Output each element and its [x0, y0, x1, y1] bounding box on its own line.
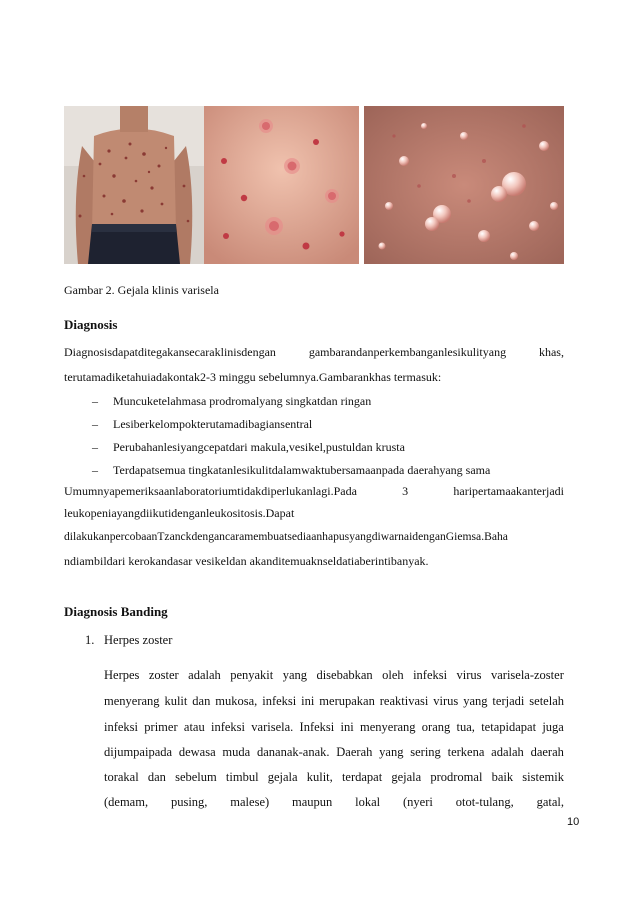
intro-line-1: Diagnosisdapatditegakansecaraklinisdengan gambarandanperkembanganlesikulityang khas,: [64, 345, 564, 359]
list-item: Terdapatsemua tingkatanlesikulitdalamwaktubersamaanpada daerahyang sama: [113, 463, 491, 477]
paragraph-line: dijumpaipada dewasa muda dananak-anak. Daerah yang sering terkena adalah daerah: [104, 745, 564, 759]
bullet-dash: –: [92, 394, 98, 408]
list-item-title: Herpes zoster: [104, 633, 173, 647]
list-item: Muncuketelahmasa prodromalyang singkatdan ringan: [113, 394, 372, 408]
intro-line-2: terutamadiketahuiadakontak2-3 minggu sebelumnya.Gambarankhas termasuk:: [64, 370, 442, 384]
list-item: Perubahanlesiyangcepatdari makula,vesikel,pustuldan krusta: [113, 440, 405, 454]
page-number: 10: [567, 816, 580, 828]
torso-photo: [64, 106, 204, 264]
paragraph-line: menyerang kulit dan mukosa, infeksi ini merupakan reaktivasi virus yang terjadi setelah: [104, 694, 564, 708]
list-item: Lesiberkelompokterutamadibagiansentral: [113, 417, 313, 431]
section-heading-diagnosis-banding: Diagnosis Banding: [64, 604, 168, 619]
para-line-4: ndiambildari kerokandasar vesikeldan akanditemuaknseldatiaberintibanyak.: [64, 554, 429, 568]
paragraph-line: Herpes zoster adalah penyakit yang disebabkan oleh infeksi virus varisela-zoster: [104, 668, 564, 682]
para-line-3: dilakukanpercobaanTzanckdengancaramembuatsediaanhapusyangdiwarnaidenganGiemsa.Baha: [64, 530, 508, 543]
bullet-dash: –: [92, 463, 98, 477]
bullet-dash: –: [92, 440, 98, 454]
vesicle-closeup-photo: [364, 106, 564, 264]
para-line-1: Umumnyapemeriksaanlaboratoriumtidakdiperlukanlagi.Pada 3 haripertamaakanterjadi: [64, 484, 564, 498]
paragraph-line: (demam, pusing, malese) maupun lokal (nyeri otot-tulang, gatal,: [104, 795, 564, 809]
skin-closeup-photo: [204, 106, 359, 264]
bullet-dash: –: [92, 417, 98, 431]
figure-caption: Gambar 2. Gejala klinis varisela: [64, 283, 219, 297]
section-heading-diagnosis: Diagnosis: [64, 317, 118, 332]
list-number: 1.: [85, 633, 95, 647]
clinical-figure: [64, 106, 564, 264]
para-line-2: leukopeniayangdiikutidenganleukositosis.Dapat: [64, 506, 295, 520]
paragraph-line: infeksi primer atau infeksi varisela. Infeksi ini menyerang orang tua, tetapidapat juga: [104, 720, 564, 734]
paragraph-line: torakal dan sebelum timbul gejala kulit, terdapat gejala prodromal baik sistemik: [104, 770, 564, 784]
